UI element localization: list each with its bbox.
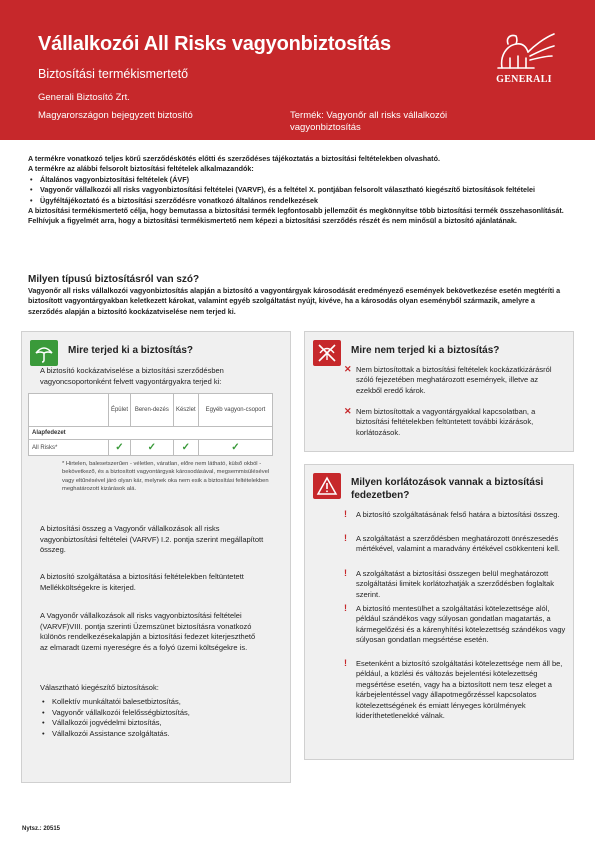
intro-p4: Felhívjuk a figyelmét arra, hogy a biztosítási termékismertető nem képezi a biztosítási szerződés részét és nem minősül a biztosító ajánlatának.	[28, 216, 517, 226]
limits-item: A szolgáltatást a szerződésben meghatározott önrészesedés mértékével, valamint a maradvány értékével csökkenteni kell.	[356, 534, 560, 554]
not-covered-item: Nem biztosítottak a vagyontárgyakkal kapcsolatban, a biztosítási feltételekben feltüntetett további kizárások, korlátozások.	[356, 407, 536, 437]
company-name: Generali Biztosító Zrt.	[38, 92, 130, 103]
list-item: • Vállalkozói jogvédelmi biztosítás,	[40, 718, 265, 729]
table-header: Beren-dezés	[130, 394, 173, 427]
document-reference: Nytsz.: 20515	[22, 826, 61, 832]
type-text: Vagyonőr all risks vállalkozói vagyonbiztosítás alapján a biztosító a vagyontárgyak károsodását eredményező események bekövetkezése esetén megtéríti a biztosított vagyontárgyakban keletkezett károkat, valamint egyéb szolgáltatást nyújt, kivéve, ha a károsodás olyan eseményből származik, amelyre a szerződés alapján a biztosító kockázatviselése nem terjed ki.	[28, 286, 561, 316]
exclamation-icon: !	[344, 509, 347, 519]
list-item: • Vállalkozói Assistance szolgáltatás.	[40, 729, 265, 740]
limits-item: A szolgáltatást a biztosítási összegen belül meghatározott szolgáltatási limitek korlátozhatják a szerződésben foglaltak szerint.	[356, 569, 555, 599]
check-icon: ✓	[115, 442, 124, 453]
not-covered-title: Mire nem terjed ki a biztosítás?	[351, 345, 500, 356]
exclamation-icon: !	[344, 568, 347, 578]
list-item: • Vagyonőr vállalkozói felelősségbiztosítás,	[40, 708, 265, 719]
intro-block	[28, 154, 568, 227]
limits-title: Milyen korlátozások vannak a biztosítási fedezetben?	[351, 477, 544, 501]
table-group-label: Alapfedezet	[29, 427, 273, 440]
limits-item: Esetenként a biztosító szolgáltatási kötelezettsége nem áll be, például, a közlési és változás bejelentési kötelezettség megsértése esetén, vagy ha a biztosított nem tesz eleget a kárbejelentéssel vagy állapotmegőrzéssel kapcsolatos kötelezettségének és emiatt lényeges körülmények kideríthetetlenekké válnak.	[356, 659, 563, 721]
type-heading: Milyen típusú biztosításról van szó?	[28, 274, 200, 285]
check-icon: ✓	[147, 442, 157, 453]
covered-title: Mire terjed ki a biztosítás?	[68, 345, 194, 356]
logo-text: GENERALI	[496, 74, 552, 85]
intro-p1: A termékre vonatkozó teljes körű szerződéskötés előtti és szerződéses tájékoztatás a biztosítási feltételekben olvasható.	[28, 154, 440, 163]
coverage-footnote: * Hirtelen, balesetszerűen - véletlen, váratlan, előre nem látható, külső okból - bekövetkező, és a biztosított vagyontárgyak károsodásával, megsemmisülésével vagy eltűnésével járó olyan kár, melynek oka nem esik a biztosítási feltételekben meghatározott kizárások alá.	[62, 461, 270, 493]
umbrella-icon	[30, 340, 58, 366]
table-row	[29, 440, 273, 456]
page-subtitle: Biztosítási termékismertető	[38, 67, 189, 81]
exclamation-icon: !	[344, 658, 347, 668]
umbrella-crossed-icon	[313, 340, 341, 366]
limits-item: A biztosító mentesülhet a szolgáltatási kötelezettsége alól, például szándékos vagy súlyosan gondatlan magatartás, a kármegelőzési és a kárenyhítési kötelezettség szándékos vagy súlyosan gondatlan megsértése esetén.	[356, 604, 566, 645]
not-covered-item: Nem biztosítottak a biztosítási feltételek kockázatkizárásról szóló fejezetében meghatározott események, illetve az ezekből eredő károk.	[356, 365, 552, 395]
check-icon: ✓	[231, 442, 240, 453]
covered-p2: A biztosító szolgáltatása a biztosítási feltételekben feltüntetett Mellékköltségekre is kiterjed.	[40, 572, 244, 592]
table-header: Épület	[109, 394, 131, 427]
product-name: Termék: Vagyonőr all risks vállalkozói vagyonbiztosítás	[290, 110, 448, 133]
coverage-table	[28, 393, 273, 456]
exclamation-icon: !	[344, 533, 347, 543]
intro-bullet: • Általános vagyonbiztosítási feltételek (ÁVF)	[28, 175, 568, 185]
table-row-label: All Risks*	[29, 440, 109, 456]
header	[0, 0, 595, 140]
intro-p2: A termékre az alábbi felsorolt biztosítási feltételek alkalmazandók:	[28, 164, 254, 174]
extras-title: Választható kiegészítő biztosítások:	[40, 683, 159, 692]
cross-icon: ✕	[344, 406, 352, 416]
intro-bullet: • Ügyféltájékoztató és a biztosítási szerződésre vonatkozó általános rendelkezések	[28, 196, 568, 206]
table-corner	[29, 394, 109, 427]
limits-item: A biztosító szolgáltatásának felső határa a biztosítási összeg.	[356, 510, 560, 519]
intro-p3: A biztosítási termékismertető célja, hogy bemutassa a biztosítási termék legfontosabb jellemzőit és megkönnyítse több biztosítási termék összehasonlítását.	[28, 206, 564, 216]
table-header: Egyéb vagyon-csoport	[198, 394, 272, 427]
page-title: Vállalkozói All Risks vagyonbiztosítás	[38, 33, 391, 55]
extras-list	[40, 697, 265, 739]
covered-intro: A biztosító kockázatviselése a biztosítási szerződésben vagyoncsoportonként felvett vagyontárgyakra terjed ki:	[40, 366, 224, 386]
intro-bullet: • Vagyonőr vállalkozói all risks vagyonbiztosítási feltételei (VARVF), és a feltétel X. pontjában felsorolt választható kiegészítő biztosítások feltételei	[28, 185, 568, 195]
covered-p1: A biztosítási összeg a Vagyonőr vállalkozások all risks vagyonbiztosítási feltételei (VARVF) I.2. pontja szerint megállapított összeg.	[40, 524, 264, 555]
list-item: • Kollektív munkáltatói balesetbiztosítás,	[40, 697, 265, 708]
exclamation-icon: !	[344, 603, 347, 613]
cross-icon: ✕	[344, 364, 352, 374]
covered-p3: A Vagyonőr vállalkozások all risks vagyonbiztosítási feltételei (VARVF)VIII. pontja szerinti Üzemszünet biztosításra vonatkozó különös rendelkezésekalapján a biztosítási fedezet kiterjeszthető az elmaradt üzemi nyereségre és a folyó üzemi költségekre is.	[40, 611, 256, 652]
warning-icon	[313, 473, 341, 499]
check-icon: ✓	[181, 442, 191, 453]
table-header: Készlet	[173, 394, 198, 427]
registered-text: Magyarországon bejegyzett biztosító	[38, 110, 193, 121]
